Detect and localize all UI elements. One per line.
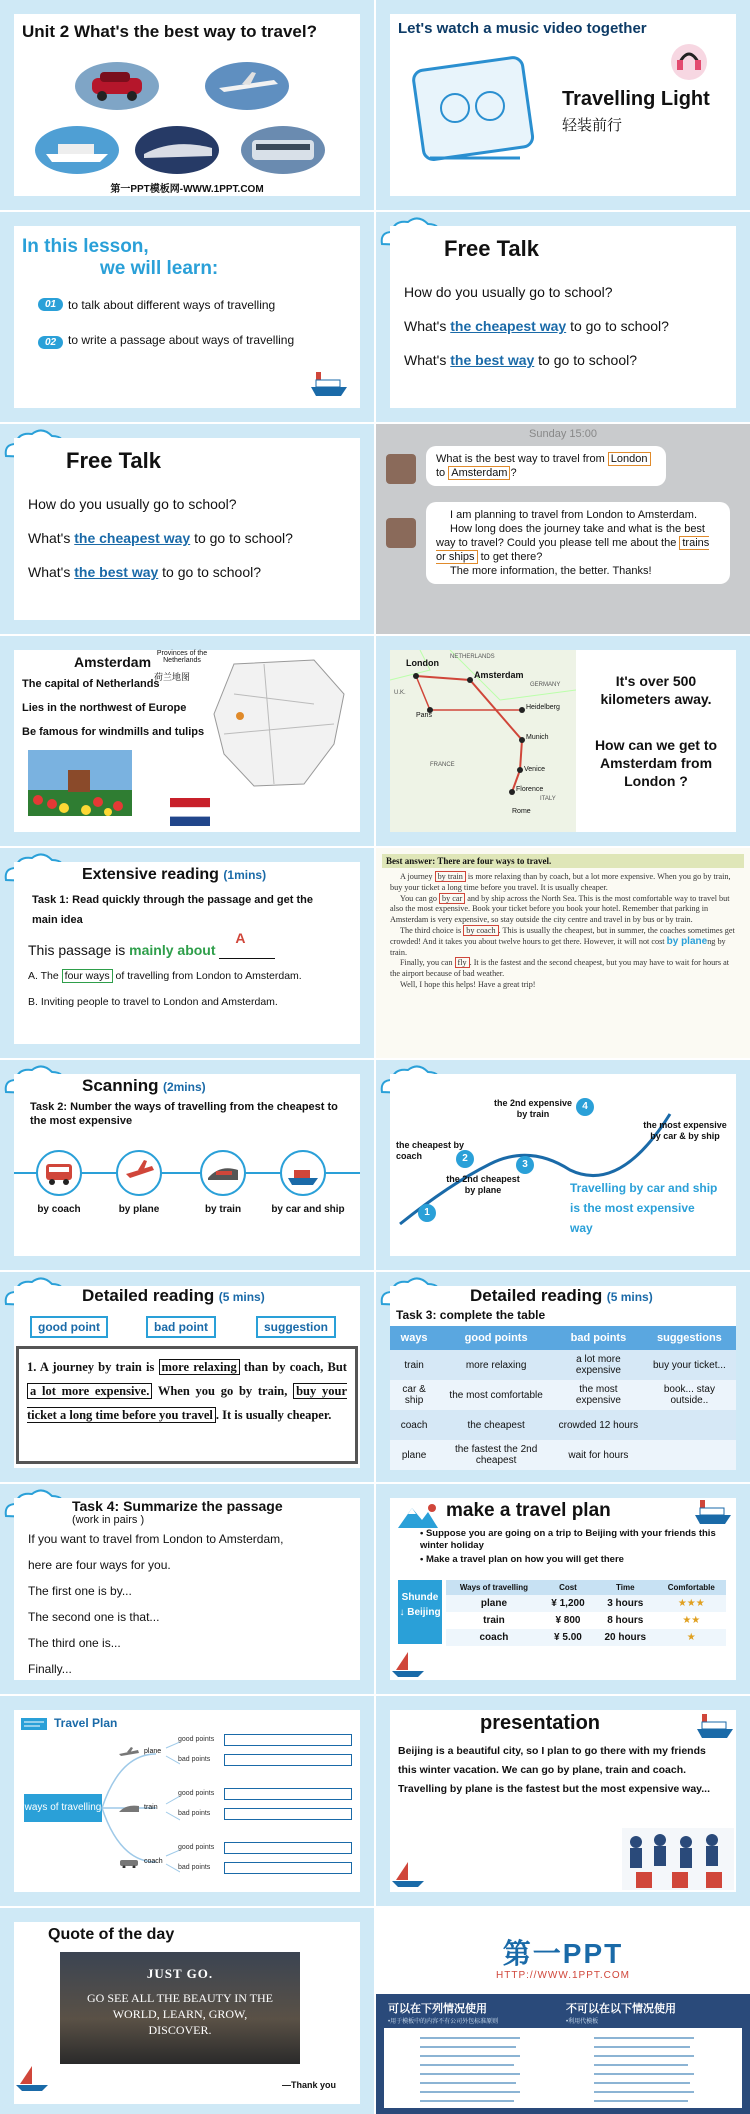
bad-points-label: bad points — [178, 1864, 211, 1871]
slide-17 — [0, 1696, 374, 1906]
table-header: Time — [616, 1583, 635, 1592]
bad-points-label: bad points — [178, 1756, 211, 1763]
slide-4-content — [390, 226, 736, 408]
slide-title: Amsterdam — [74, 654, 152, 670]
table-row: car & ship the most comfortable the most expensive book... stay outside.. — [390, 1380, 736, 1410]
bus-image — [240, 124, 326, 176]
sailboat-icon — [390, 1860, 428, 1888]
option-a: A. The four ways of travelling from London to Amsterdam. — [28, 970, 302, 982]
coach-icon — [36, 1150, 82, 1196]
slide-15 — [0, 1484, 374, 1694]
instruction-2: • Make a travel plan on how you will get there — [420, 1554, 624, 1565]
ship-image — [34, 124, 120, 176]
airplane-image — [204, 60, 290, 112]
sailboat-icon — [14, 2064, 52, 2092]
label-2nd-cheapest: the 2nd cheapest by plane — [446, 1174, 520, 1195]
slide-title: Free Talk — [444, 236, 539, 261]
quote-line-2: GO SEE ALL THE BEAUTY IN THE WORLD, LEARN, GROW, DISCOVER. — [87, 1991, 273, 2037]
tulip-windmill-photo — [28, 750, 132, 816]
table-row: train ¥ 800 8 hours ★★ — [446, 1612, 726, 1629]
points-table — [390, 1326, 736, 1470]
branch-coach: coach — [144, 1858, 163, 1865]
branch-plane: plane — [144, 1748, 162, 1755]
slide-4 — [376, 212, 750, 422]
slide-title: make a travel plan — [446, 1500, 611, 1521]
slide-3 — [0, 212, 374, 422]
table-row: coach the cheapest crowded 12 hours — [390, 1410, 736, 1440]
slide-header: Let's watch a music video together — [398, 20, 647, 37]
tag-bad-point: bad point — [146, 1316, 216, 1338]
city-amsterdam: Amsterdam — [474, 670, 524, 680]
quote-line-1: JUST GO. — [146, 1966, 214, 1981]
objective-number-1: 01 — [38, 298, 63, 311]
city-paris: Paris — [416, 712, 432, 719]
slide-20 — [376, 1908, 750, 2114]
table-header: ways — [400, 1332, 428, 1344]
slide-11 — [0, 1060, 374, 1270]
slide-7 — [0, 636, 374, 846]
option-b: B. Inviting people to travel to London and Amsterdam. — [28, 996, 278, 1008]
plane-icon — [118, 1746, 140, 1760]
instruction-1: • Suppose you are going on a trip to Beijing with your friends this winter holiday — [420, 1528, 716, 1551]
good-points-label: good points — [178, 1736, 215, 1743]
slide-8 — [376, 636, 750, 846]
table-header: suggestions — [657, 1332, 722, 1344]
task-text: Task 1: Read quickly through the passage and get the main idea — [32, 894, 313, 926]
plan-table — [446, 1580, 726, 1646]
slide-title: Task 4: Summarize the passage — [72, 1498, 283, 1514]
label-by-car-and-ship: by car and ship — [271, 1204, 345, 1215]
question-3: What's the best way to go to school? — [404, 352, 638, 368]
best-answer-header: Best answer: There are four ways to travel. — [382, 854, 744, 868]
links-panel — [384, 2028, 742, 2108]
slide-13-content — [14, 1286, 360, 1468]
summary-line-2: here are four ways for you. — [28, 1558, 171, 1572]
question-1: How do you usually go to school? — [404, 284, 613, 300]
slide-9 — [0, 848, 374, 1058]
slide-15-content — [14, 1498, 360, 1680]
question-3: What's the best way to go to school? — [28, 564, 262, 580]
link-list-left — [420, 2034, 530, 2108]
slide-title: Scanning (2mins) — [82, 1076, 206, 1095]
car-icon — [118, 1856, 140, 1868]
summary-line-5: The third one is... — [28, 1636, 121, 1650]
country-uk: U.K. — [394, 690, 406, 696]
train-good-points-box[interactable] — [224, 1788, 352, 1800]
city-rome: Rome — [512, 808, 531, 815]
slide-title: Travel Plan — [54, 1716, 118, 1730]
brand-url: HTTP://WWW.1PPT.COM — [496, 1970, 630, 1981]
reading-passage: 1. A journey by train is more relaxing than by coach, But a lot more expensive. When you go by train, buy your ticket a long time before you travel . It is usually cheaper. — [16, 1346, 358, 1464]
best-answer-body: A journey by train is more relaxing than by coach, but a lot more expensive. When you go by train, buy your ticket a long time before you travel. It is usually cheaper. You can go by car and by ship across the North Sea. This is the most comfortable way to travel but also the most expensive. Book your ticket before you book your hotel. Remember that parking in Amsterdam is very expensive, so stay outside the city centre and travel in by bus or by train. The third choice is by coach . This is usually the cheapest, but in summer, the coaches sometimes get crowded! And it takes you about twelve hours to get there. However, it will not cost by planeng by train. Finally, you can fly . It is the fastest and the second cheapest, but you may have to wait for hours at the airport because of bad weather. Well, I hope this helps! Have a great trip! — [390, 872, 735, 989]
slide-2-content — [390, 14, 736, 196]
slide-19-content — [14, 1922, 360, 2104]
table-header: Comfortable — [667, 1583, 715, 1592]
country-france: FRANCE — [430, 762, 455, 768]
objective-1: to talk about different ways of travelling — [68, 298, 276, 312]
slide-12 — [376, 1060, 750, 1270]
slide-17-content — [14, 1710, 360, 1892]
country-netherlands: NETHERLANDS — [450, 654, 495, 660]
slide-19 — [0, 1908, 374, 2114]
slide-8-content — [390, 650, 736, 832]
question-2: What's the cheapest way to go to school? — [28, 530, 293, 546]
fact-1: The capital of Netherlands — [22, 678, 160, 690]
plane-icon — [116, 1150, 162, 1196]
bullet-train-image — [134, 124, 220, 176]
distance-text: It's over 500 kilometers away. — [600, 673, 712, 707]
slide-1 — [0, 0, 374, 210]
label-by-train: by train — [204, 1204, 242, 1215]
slide-title: Free Talk — [66, 448, 161, 473]
slide-11-content — [14, 1074, 360, 1256]
slide-6 — [376, 424, 750, 634]
label-by-plane: by plane — [118, 1204, 160, 1215]
task-text: Task 2: Number the ways of travelling from the cheapest to the most expensive — [30, 1101, 338, 1127]
objective-2: to write a passage about ways of travelling — [68, 333, 295, 347]
slide-title: Quote of the day — [48, 1926, 175, 1943]
branch-train: train — [144, 1804, 158, 1811]
slide-5 — [0, 424, 374, 634]
chat-message-2: I am planning to travel from London to Amsterdam. How long does the journey take and what is the best way to travel? Could you please tell me about the trains or ships to get there? The more information, the better. Thanks! — [426, 502, 730, 584]
question-1: How do you usually go to school? — [28, 496, 237, 512]
slide-9-content — [14, 862, 360, 1044]
slide-subtitle: (work in pairs ) — [72, 1514, 145, 1526]
plane-good-points-box[interactable] — [224, 1734, 352, 1746]
forbidden-heading: 不可以在以下情况使用 — [566, 2003, 676, 2015]
center-node: ways of travelling — [24, 1794, 102, 1822]
slide-title: Extensive reading (1mins) — [82, 866, 267, 883]
table-header: Cost — [559, 1583, 577, 1592]
car-ship-icon — [280, 1150, 326, 1196]
city-florence: Florence — [516, 786, 544, 793]
slide-16-content — [390, 1498, 736, 1680]
map-label-cn: 荷兰地图 — [154, 672, 191, 682]
task-text: Task 3: complete the table — [396, 1308, 546, 1322]
good-points-label: good points — [178, 1844, 215, 1851]
ship-icon — [694, 1498, 732, 1526]
slide-18-content — [390, 1710, 736, 1892]
plane-bad-points-box[interactable] — [224, 1754, 352, 1766]
coach-bad-points-box[interactable] — [224, 1862, 352, 1874]
slide-18 — [376, 1696, 750, 1906]
table-header: Ways of travelling — [459, 1583, 529, 1592]
tag-good-point: good point — [30, 1316, 108, 1338]
sailboat-icon — [390, 1650, 428, 1678]
train-icon — [200, 1150, 246, 1196]
thank-you: —Thank you — [282, 2080, 337, 2090]
city-london: London — [406, 658, 439, 668]
allowed-subtext: •用于模板中的内容不有公司外包标准原则 — [388, 2019, 499, 2025]
slide-title: Unit 2 What's the best way to travel? — [22, 22, 317, 41]
country-italy: ITALY — [540, 796, 556, 802]
slide-1-content — [14, 14, 360, 196]
summary-line-4: The second one is that... — [28, 1610, 160, 1624]
step-4: 4 — [576, 1098, 594, 1116]
slide-14 — [376, 1272, 750, 1482]
coach-good-points-box[interactable] — [224, 1842, 352, 1854]
slide-14-content — [390, 1286, 736, 1468]
objective-number-2: 02 — [38, 336, 63, 349]
summary-line-1: If you want to travel from London to Amsterdam, — [28, 1532, 284, 1546]
step-2: 2 — [456, 1150, 474, 1168]
music-icon — [664, 40, 714, 84]
city-venice: Venice — [524, 766, 546, 773]
table-row: coach ¥ 5.00 20 hours ★ — [446, 1629, 726, 1646]
table-header: good points — [464, 1332, 528, 1344]
ship-icon — [696, 1712, 734, 1740]
plan-icon — [20, 1716, 48, 1732]
car-image — [74, 60, 160, 112]
branch-lines — [100, 1734, 180, 1884]
slide-5-content — [14, 438, 360, 620]
good-points-label: good points — [178, 1790, 215, 1797]
slide-title: presentation — [480, 1712, 601, 1734]
label-by-coach: by coach — [37, 1204, 81, 1215]
chat-message-1: What is the best way to travel from London to Amsterdam ? — [426, 446, 666, 486]
chat-time: Sunday 15:00 — [529, 428, 597, 440]
forbidden-subtext: •利用代模板 — [566, 2019, 599, 2025]
slide-16 — [376, 1484, 750, 1694]
train-bad-points-box[interactable] — [224, 1808, 352, 1820]
route-label: Shunde ↓ Beijing — [398, 1580, 442, 1644]
brand-logo: 第一PPT — [502, 1938, 624, 1969]
quote-image — [60, 1952, 300, 2064]
table-row: train more relaxing a lot more expensive buy your ticket... — [390, 1350, 736, 1380]
lesson-heading-2: we will learn: — [100, 258, 219, 279]
table-row: plane the fastest the 2nd cheapest wait for hours — [390, 1440, 736, 1470]
summary-line-3: The first one is by... — [28, 1584, 132, 1598]
slide-12-content — [390, 1074, 736, 1256]
label-most-expensive: the most expensive by car & by ship — [643, 1120, 727, 1141]
fact-2: Lies in the northwest of Europe — [22, 702, 187, 714]
avatar — [386, 518, 416, 548]
label-cheapest: the cheapest by coach — [396, 1140, 465, 1161]
slide-footer: 第一PPT模板网-WWW.1PPT.COM — [110, 184, 264, 195]
netherlands-map — [194, 654, 354, 794]
country-germany: GERMANY — [530, 682, 561, 688]
song-title-cn: 轻装前行 — [562, 117, 623, 134]
lesson-heading-1: In this lesson, — [22, 236, 149, 257]
slide-2 — [376, 0, 750, 210]
netherlands-flag — [170, 798, 210, 826]
avatar — [386, 454, 416, 484]
step-3: 3 — [516, 1156, 534, 1174]
allowed-heading: 可以在下列情况使用 — [388, 2003, 487, 2015]
slide-3-content — [14, 226, 360, 408]
presentation-text: Beijing is a beautiful city, so I plan to go there with my friends this winter vacation. We can go by plane, train and coach. Travelling by plane is the fastest but the most expensive way... — [398, 1745, 710, 1795]
link-list-right — [594, 2034, 704, 2108]
conclusion-text: Travelling by car and ship is the most expensive way — [570, 1181, 718, 1235]
slide-7-content — [14, 650, 360, 832]
slide-10 — [376, 848, 750, 1058]
info-panel — [376, 1994, 750, 2114]
tag-suggestion: suggestion — [256, 1316, 336, 1338]
slide-title: Detailed reading (5 mins) — [470, 1286, 653, 1305]
map-label: Provinces of the Netherlands — [156, 650, 208, 664]
table-header: bad points — [570, 1332, 627, 1344]
song-title: Travelling Light — [562, 88, 710, 110]
city-munich: Munich — [526, 734, 549, 741]
question-text: How can we get to Amsterdam from London ? — [594, 737, 718, 789]
slide-13 — [0, 1272, 374, 1482]
passage-line: This passage is mainly about A — [28, 942, 275, 959]
slide-title: Detailed reading (5 mins) — [82, 1286, 265, 1305]
summary-line-6: Finally... — [28, 1662, 72, 1676]
step-1: 1 — [418, 1204, 436, 1222]
bad-points-label: bad points — [178, 1810, 211, 1817]
table-row: plane ¥ 1,200 3 hours ★★★ — [446, 1595, 726, 1612]
presenters-illustration — [622, 1828, 734, 1890]
city-heidelberg: Heidelberg — [526, 704, 560, 711]
answer-text: A — [235, 930, 246, 946]
mountain-icon — [396, 1502, 440, 1530]
ship-icon — [310, 370, 348, 398]
train-icon — [118, 1802, 140, 1814]
fact-3: Be famous for windmills and tulips — [22, 726, 205, 738]
question-2: What's the cheapest way to go to school? — [404, 318, 669, 334]
label-2nd-expensive: the 2nd expensive by train — [493, 1098, 573, 1119]
tablet-illustration — [400, 48, 540, 178]
